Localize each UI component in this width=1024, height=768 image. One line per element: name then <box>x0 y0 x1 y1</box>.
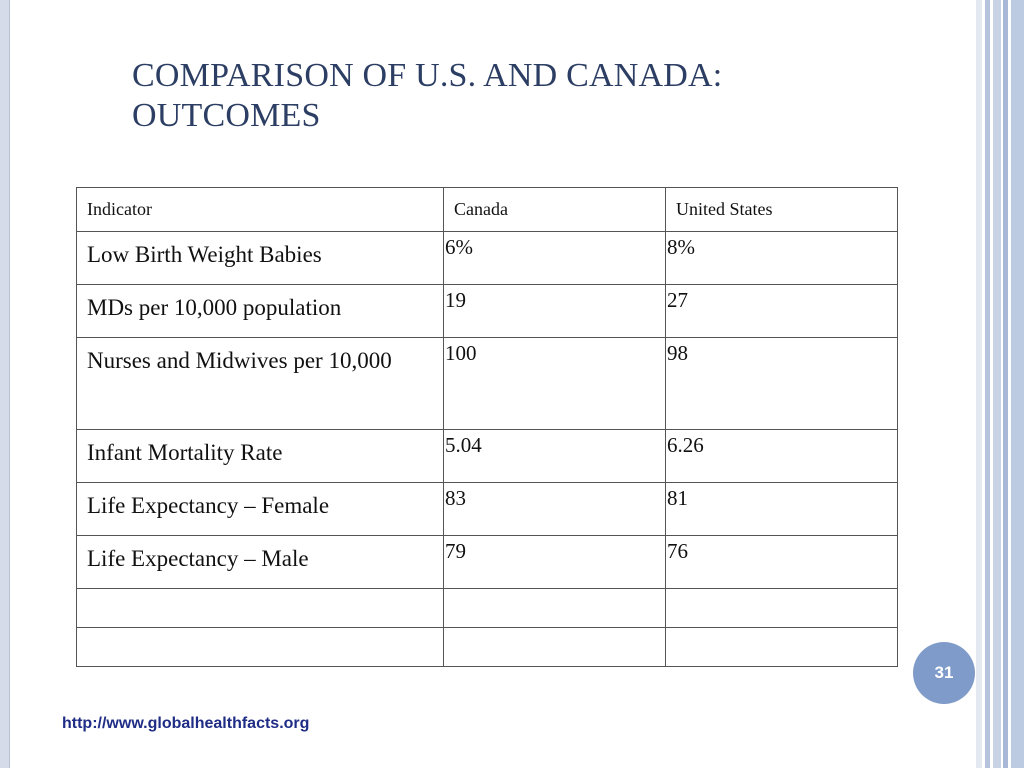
canada-cell: 100 <box>444 338 666 430</box>
slide-title-line-1: COMPARISON OF U.S. AND CANADA: <box>132 57 723 94</box>
table-row <box>77 430 898 483</box>
slide-title-line-2: OUTCOMES <box>132 97 321 134</box>
table-row <box>77 483 898 536</box>
right-border-decoration <box>976 0 1024 768</box>
us-cell: 76 <box>666 536 898 589</box>
header-canada: Canada <box>444 188 666 232</box>
table-row <box>77 232 898 285</box>
canada-cell: 83 <box>444 483 666 536</box>
canada-cell: 5.04 <box>444 430 666 483</box>
us-cell: 81 <box>666 483 898 536</box>
table-row <box>77 536 898 589</box>
us-cell: 6.26 <box>666 430 898 483</box>
indicator-cell: Low Birth Weight Babies <box>77 232 444 285</box>
indicator-cell: MDs per 10,000 population <box>77 285 444 338</box>
empty-cell <box>444 589 666 628</box>
canada-cell: 6% <box>444 232 666 285</box>
us-cell: 8% <box>666 232 898 285</box>
empty-cell <box>77 589 444 628</box>
empty-table-row <box>77 628 898 667</box>
canada-cell: 79 <box>444 536 666 589</box>
us-cell: 27 <box>666 285 898 338</box>
us-cell: 98 <box>666 338 898 430</box>
table-row <box>77 285 898 338</box>
slide-title <box>132 56 892 136</box>
source-link[interactable]: http://www.globalhealthfacts.org <box>62 715 310 732</box>
table-row <box>77 338 898 430</box>
empty-cell <box>77 628 444 667</box>
header-indicator: Indicator <box>77 188 444 232</box>
empty-table-row <box>77 589 898 628</box>
empty-cell <box>666 628 898 667</box>
comparison-table <box>76 187 898 667</box>
indicator-cell: Infant Mortality Rate <box>77 430 444 483</box>
indicator-cell: Life Expectancy – Male <box>77 536 444 589</box>
indicator-cell: Nurses and Midwives per 10,000 <box>77 338 444 430</box>
empty-cell <box>666 589 898 628</box>
header-united-states: United States <box>666 188 898 232</box>
table-header-row <box>77 188 898 232</box>
page-number-badge: 31 <box>913 642 975 704</box>
left-border-decoration <box>0 0 10 768</box>
canada-cell: 19 <box>444 285 666 338</box>
empty-cell <box>444 628 666 667</box>
indicator-cell: Life Expectancy – Female <box>77 483 444 536</box>
